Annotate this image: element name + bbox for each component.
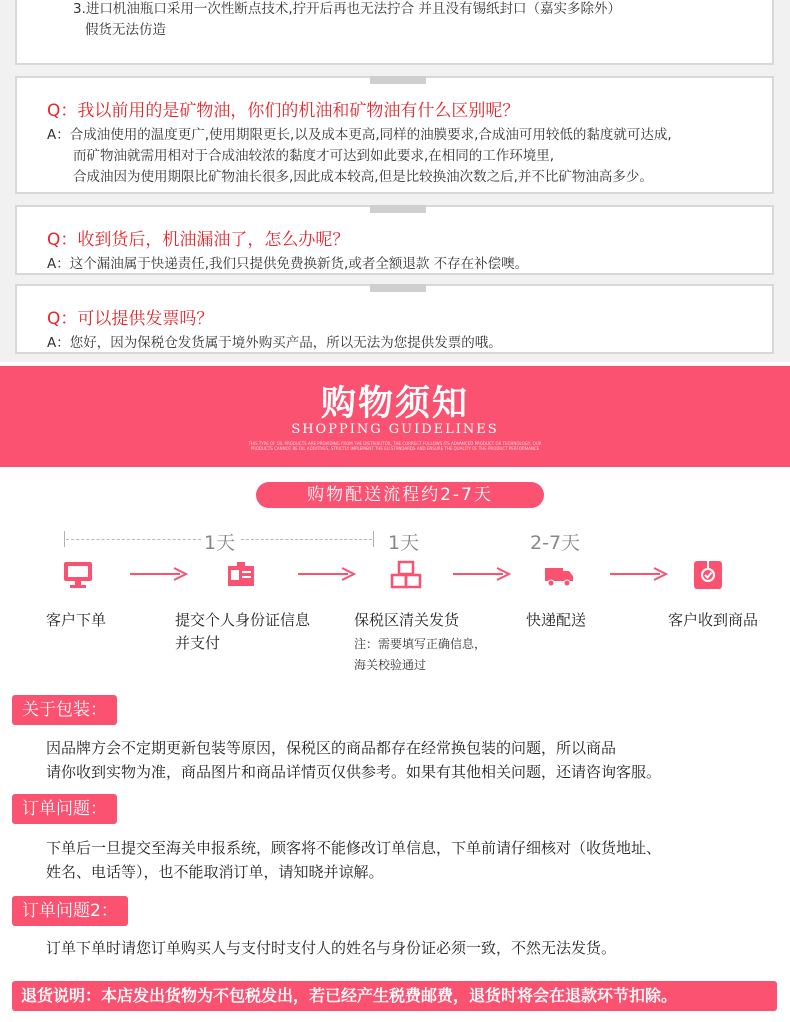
faq-answer-line: A：这个漏油属于快递责任,我们只提供免费换新货,或者全额退款 不存在补偿噢。 — [47, 256, 529, 272]
notice-text-line: 下单后一旦提交至海关申报系统，顾客将不能修改订单信息，下单前请仔细核对（收货地址、 — [46, 839, 662, 857]
id-card-icon — [225, 560, 257, 590]
step-label-submit-id-line2: 并支付 — [175, 634, 221, 652]
card-tab-decoration — [370, 205, 426, 213]
duration-label: 1天 — [204, 532, 236, 554]
step-label-order: 客户下单 — [46, 611, 107, 629]
notice-tag-order-2: 订单问题2： — [12, 896, 128, 926]
banner-subtitle: SHOPPING GUIDELINES — [291, 422, 499, 437]
step-label-customs: 保税区清关发货 — [354, 611, 460, 629]
flow-arrow-icon — [453, 566, 511, 582]
faq-top-line-2: 假货无法仿造 — [85, 22, 166, 38]
faq-question: Q：收到货后，机油漏油了，怎么办呢？ — [47, 230, 350, 250]
timeline-tick — [64, 531, 65, 547]
step-label-received: 客户收到商品 — [668, 611, 759, 629]
duration-label: 2-7天 — [530, 532, 581, 554]
faq-answer-line: 合成油因为使用期限比矿物油长很多,因此成本较高,但是比较换油次数之后,并不比矿物油高多少。 — [73, 169, 653, 185]
notice-text-line: 订单下单时请您订单购买人与支付时支付人的姓名与身份证必须一致，不然无法发货。 — [46, 939, 617, 957]
card-tab-decoration — [370, 284, 426, 292]
return-policy-bar: 退货说明：本店发出货物为不包税发出，若已经产生税费邮费，退货时将会在退款环节扣除。 — [12, 981, 777, 1011]
step-label-submit-id: 提交个人身份证信息 — [175, 611, 311, 629]
banner-fine-print: THIS TYPE OF OIL PRODUCTS ARE PROVIDING FROM THE DISTRIBUTOR, THE CORRECT FOLLOWS ITS ADVANCED PRODUCT OR TECHNOLOGY, OUR PRODUCTS CANNOT BE OIL ADDITIVES, STRICTLY IMPLEMENT THE EU STANDARDS AND ENSURE THE QUALITY OF THE PRODUCT PERFORMANCE — [248, 441, 542, 451]
flow-arrow-icon — [130, 566, 188, 582]
flow-arrow-icon — [298, 566, 356, 582]
faq-answer-line: 而矿物油就需用相对于合成油较浓的黏度才可达到如此要求,在相同的工作环境里, — [73, 148, 555, 164]
faq-question: Q：我以前用的是矿物油，你们的机油和矿物油有什么区别呢？ — [47, 101, 520, 121]
timeline-dotted-line — [241, 539, 372, 540]
process-header: 购物配送流程约2-7天 — [256, 482, 544, 508]
notice-tag-packaging: 关于包装： — [12, 695, 117, 725]
card-tab-decoration — [370, 76, 426, 84]
computer-icon — [62, 560, 94, 590]
step-label-delivery: 快递配送 — [526, 611, 587, 629]
faq-card-invoice — [15, 284, 774, 354]
shopping-guidelines-banner — [0, 366, 790, 467]
flow-arrow-icon — [610, 566, 668, 582]
duration-label: 1天 — [388, 532, 420, 554]
notice-text-line: 姓名、电话等），也不能取消订单，请知晓并谅解。 — [46, 863, 384, 881]
faq-question: Q：可以提供发票吗？ — [47, 309, 214, 329]
faq-card-top — [15, 0, 774, 65]
timeline-tick — [373, 531, 374, 547]
faq-section — [0, 0, 790, 362]
faq-answer-line: A：合成油使用的温度更广,使用期限更长,以及成本更高,同样的油膜要求,合成油可用较低的黏度就可达成, — [47, 127, 672, 143]
step-note-line: 注：需要填写正确信息， — [354, 637, 487, 651]
timeline-dotted-line — [66, 539, 201, 540]
step-note-line: 海关校验通过 — [354, 658, 427, 672]
delivery-truck-icon — [543, 560, 575, 590]
received-package-icon — [692, 560, 724, 590]
faq-top-line-1: 3.进口机油瓶口采用一次性断点技术,拧开后再也无法拧合 并且没有锡纸封口（嘉实多除外） — [73, 1, 621, 17]
boxes-icon — [390, 560, 422, 590]
notice-tag-order: 订单问题： — [12, 794, 117, 824]
notice-text-line: 请你收到实物为准，商品图片和商品详情页仅供参考。如果有其他相关问题，还请咨询客服。 — [46, 763, 662, 781]
notice-text-line: 因品牌方会不定期更新包装等原因，保税区的商品都存在经常换包装的问题，所以商品 — [46, 739, 617, 757]
banner-title: 购物须知 — [320, 384, 469, 424]
faq-answer-line: A：您好，因为保税仓发货属于境外购买产品，所以无法为您提供发票的哦。 — [47, 335, 502, 351]
faq-card-mineral-oil — [15, 76, 774, 194]
faq-card-leak — [15, 205, 774, 275]
